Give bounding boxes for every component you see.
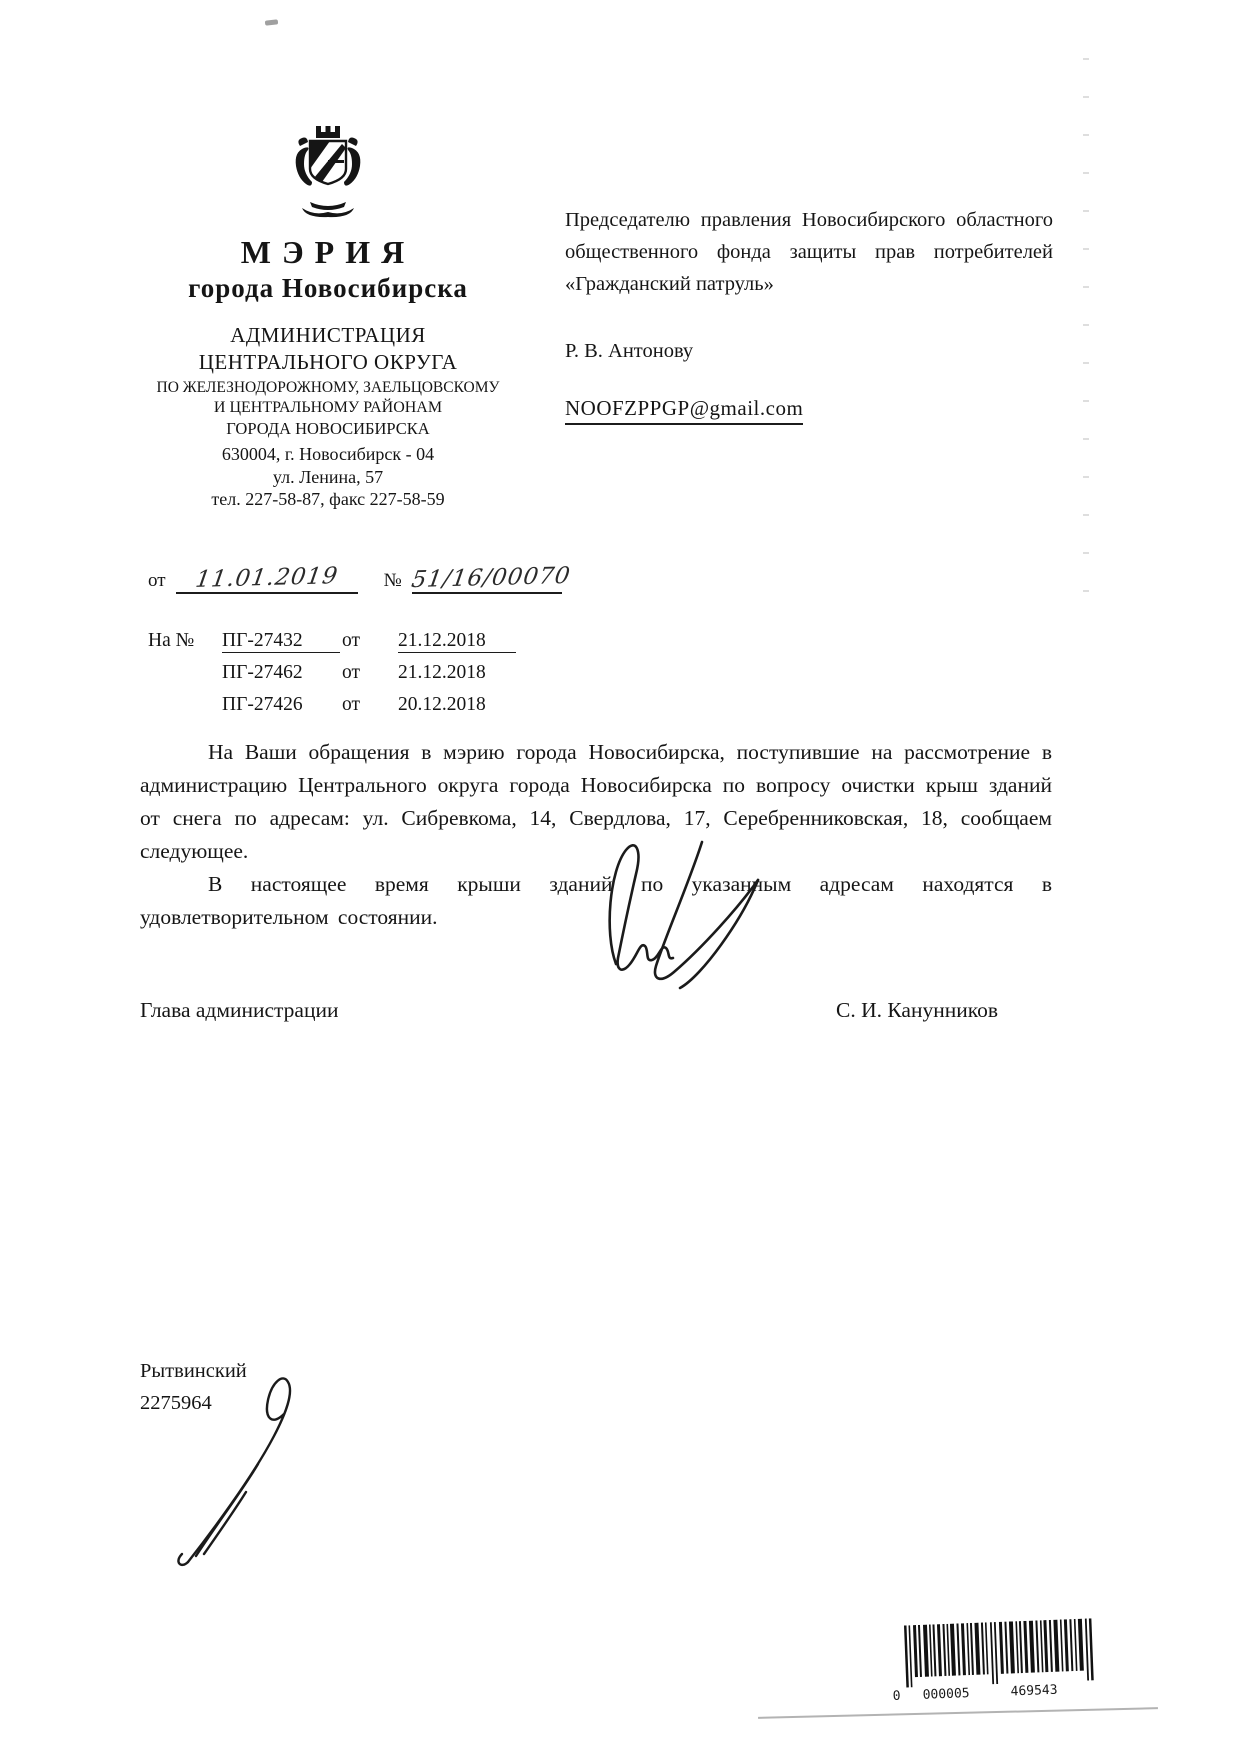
scan-edge-mark [1083,324,1089,326]
barcode-digits-left: 000005 [922,1686,970,1703]
city-coat-of-arms-icon [280,126,376,226]
outgoing-number-field [409,562,573,594]
org-phone-fax: тел. 227-58-87, факс 227-58-59 [211,489,445,510]
head-signature-ink [552,836,782,996]
incoming-number: ПГ-27426 [222,694,303,715]
letterhead [116,126,540,511]
org-title-city: города Новосибирска [188,272,468,303]
incoming-number: ПГ-27462 [222,662,303,683]
scan-edge-mark [1083,476,1089,478]
signer-name: С. И. Канунников [836,998,998,1022]
incoming-ref-row [148,662,516,694]
of-label: от [342,694,361,715]
scan-edge-mark [1083,286,1089,288]
dept-line: ПО ЖЕЛЕЗНОДОРОЖНОМУ, ЗАЕЛЬЦОВСКОМУ [156,379,500,397]
executor-signature-ink [152,1356,332,1571]
handwritten-date: 11.01.2019 [193,563,340,593]
scan-edge-mark [1083,96,1089,98]
of-label: от [342,630,361,651]
dept-line: И ЦЕНТРАЛЬНОМУ РАЙОНАМ [213,399,443,417]
executor-name: Рытвинский [140,1360,247,1382]
scan-edge-mark [1083,362,1089,364]
org-title-mayor: МЭРИЯ [240,234,416,270]
scan-edge-mark [1083,552,1089,554]
incoming-date: 20.12.2018 [398,694,486,715]
registration-barcode [890,1618,1105,1704]
barcode-digits-right: 469543 [1010,1682,1058,1700]
scan-edge-mark [1083,172,1089,174]
scan-edge-mark [1083,210,1089,212]
scan-edge-mark [1083,400,1089,402]
incoming-references [148,630,516,726]
of-label: от [342,662,361,683]
signer-position: Глава администрации [140,998,339,1022]
scan-smudge [265,19,278,25]
incoming-date: 21.12.2018 [398,630,516,653]
scan-edge-mark [1083,134,1089,136]
scan-line-artifact [758,1707,1158,1719]
incoming-ref-row [148,694,516,726]
number-sign-label: № [383,570,402,591]
incoming-date: 21.12.2018 [398,662,486,683]
executor-phone: 2275964 [140,1392,212,1414]
recipient-email: NOOFZPPGP@gmail.com [565,396,803,425]
dept-line: АДМИНИСТРАЦИЯ [230,322,426,347]
dept-line: ГОРОДА НОВОСИБИРСКА [226,419,430,439]
body-paragraph-2: В настоящее время крыши зданий по указанным адресам находятся в удовлетворительном состоянии. [140,872,1052,929]
barcode-digit-prefix: 0 [892,1688,901,1704]
recipient-address-block: Председателю правления Новосибирского областного общественного фонда защиты прав потребителей «Гражданский патруль» [565,209,1053,295]
scan-edge-mark [1083,590,1089,592]
incoming-ref-row [148,630,516,662]
incoming-number: ПГ-27432 [222,630,340,653]
org-street-address: ул. Ленина, 57 [272,466,384,487]
recipient-name: Р. В. Антонову [565,340,694,362]
scan-edge-mark [1083,438,1089,440]
scan-edge-mark [1083,514,1089,516]
in-reply-label: На № [148,630,195,651]
outgoing-reference-row [148,562,573,594]
outgoing-date-field [176,563,358,594]
from-label: от [148,570,166,591]
dept-line: ЦЕНТРАЛЬНОГО ОКРУГА [198,349,458,374]
scan-edge-mark [1083,58,1089,60]
org-postal-address: 630004, г. Новосибирск - 04 [221,443,435,464]
body-paragraph-1: На Ваши обращения в мэрию города Новосибирска, поступившие на рассмотрение в администрацию Центрального округа города Новосибирска по вопросу очистки крыш зданий от снега по адресам: ул. Сибревкома, 14, Свердлова, 17, Серебренниковская, 18, сообщаем следующее. [140,740,1052,863]
handwritten-number: 51/16/00070 [409,562,573,594]
scan-edge-mark [1083,248,1089,250]
